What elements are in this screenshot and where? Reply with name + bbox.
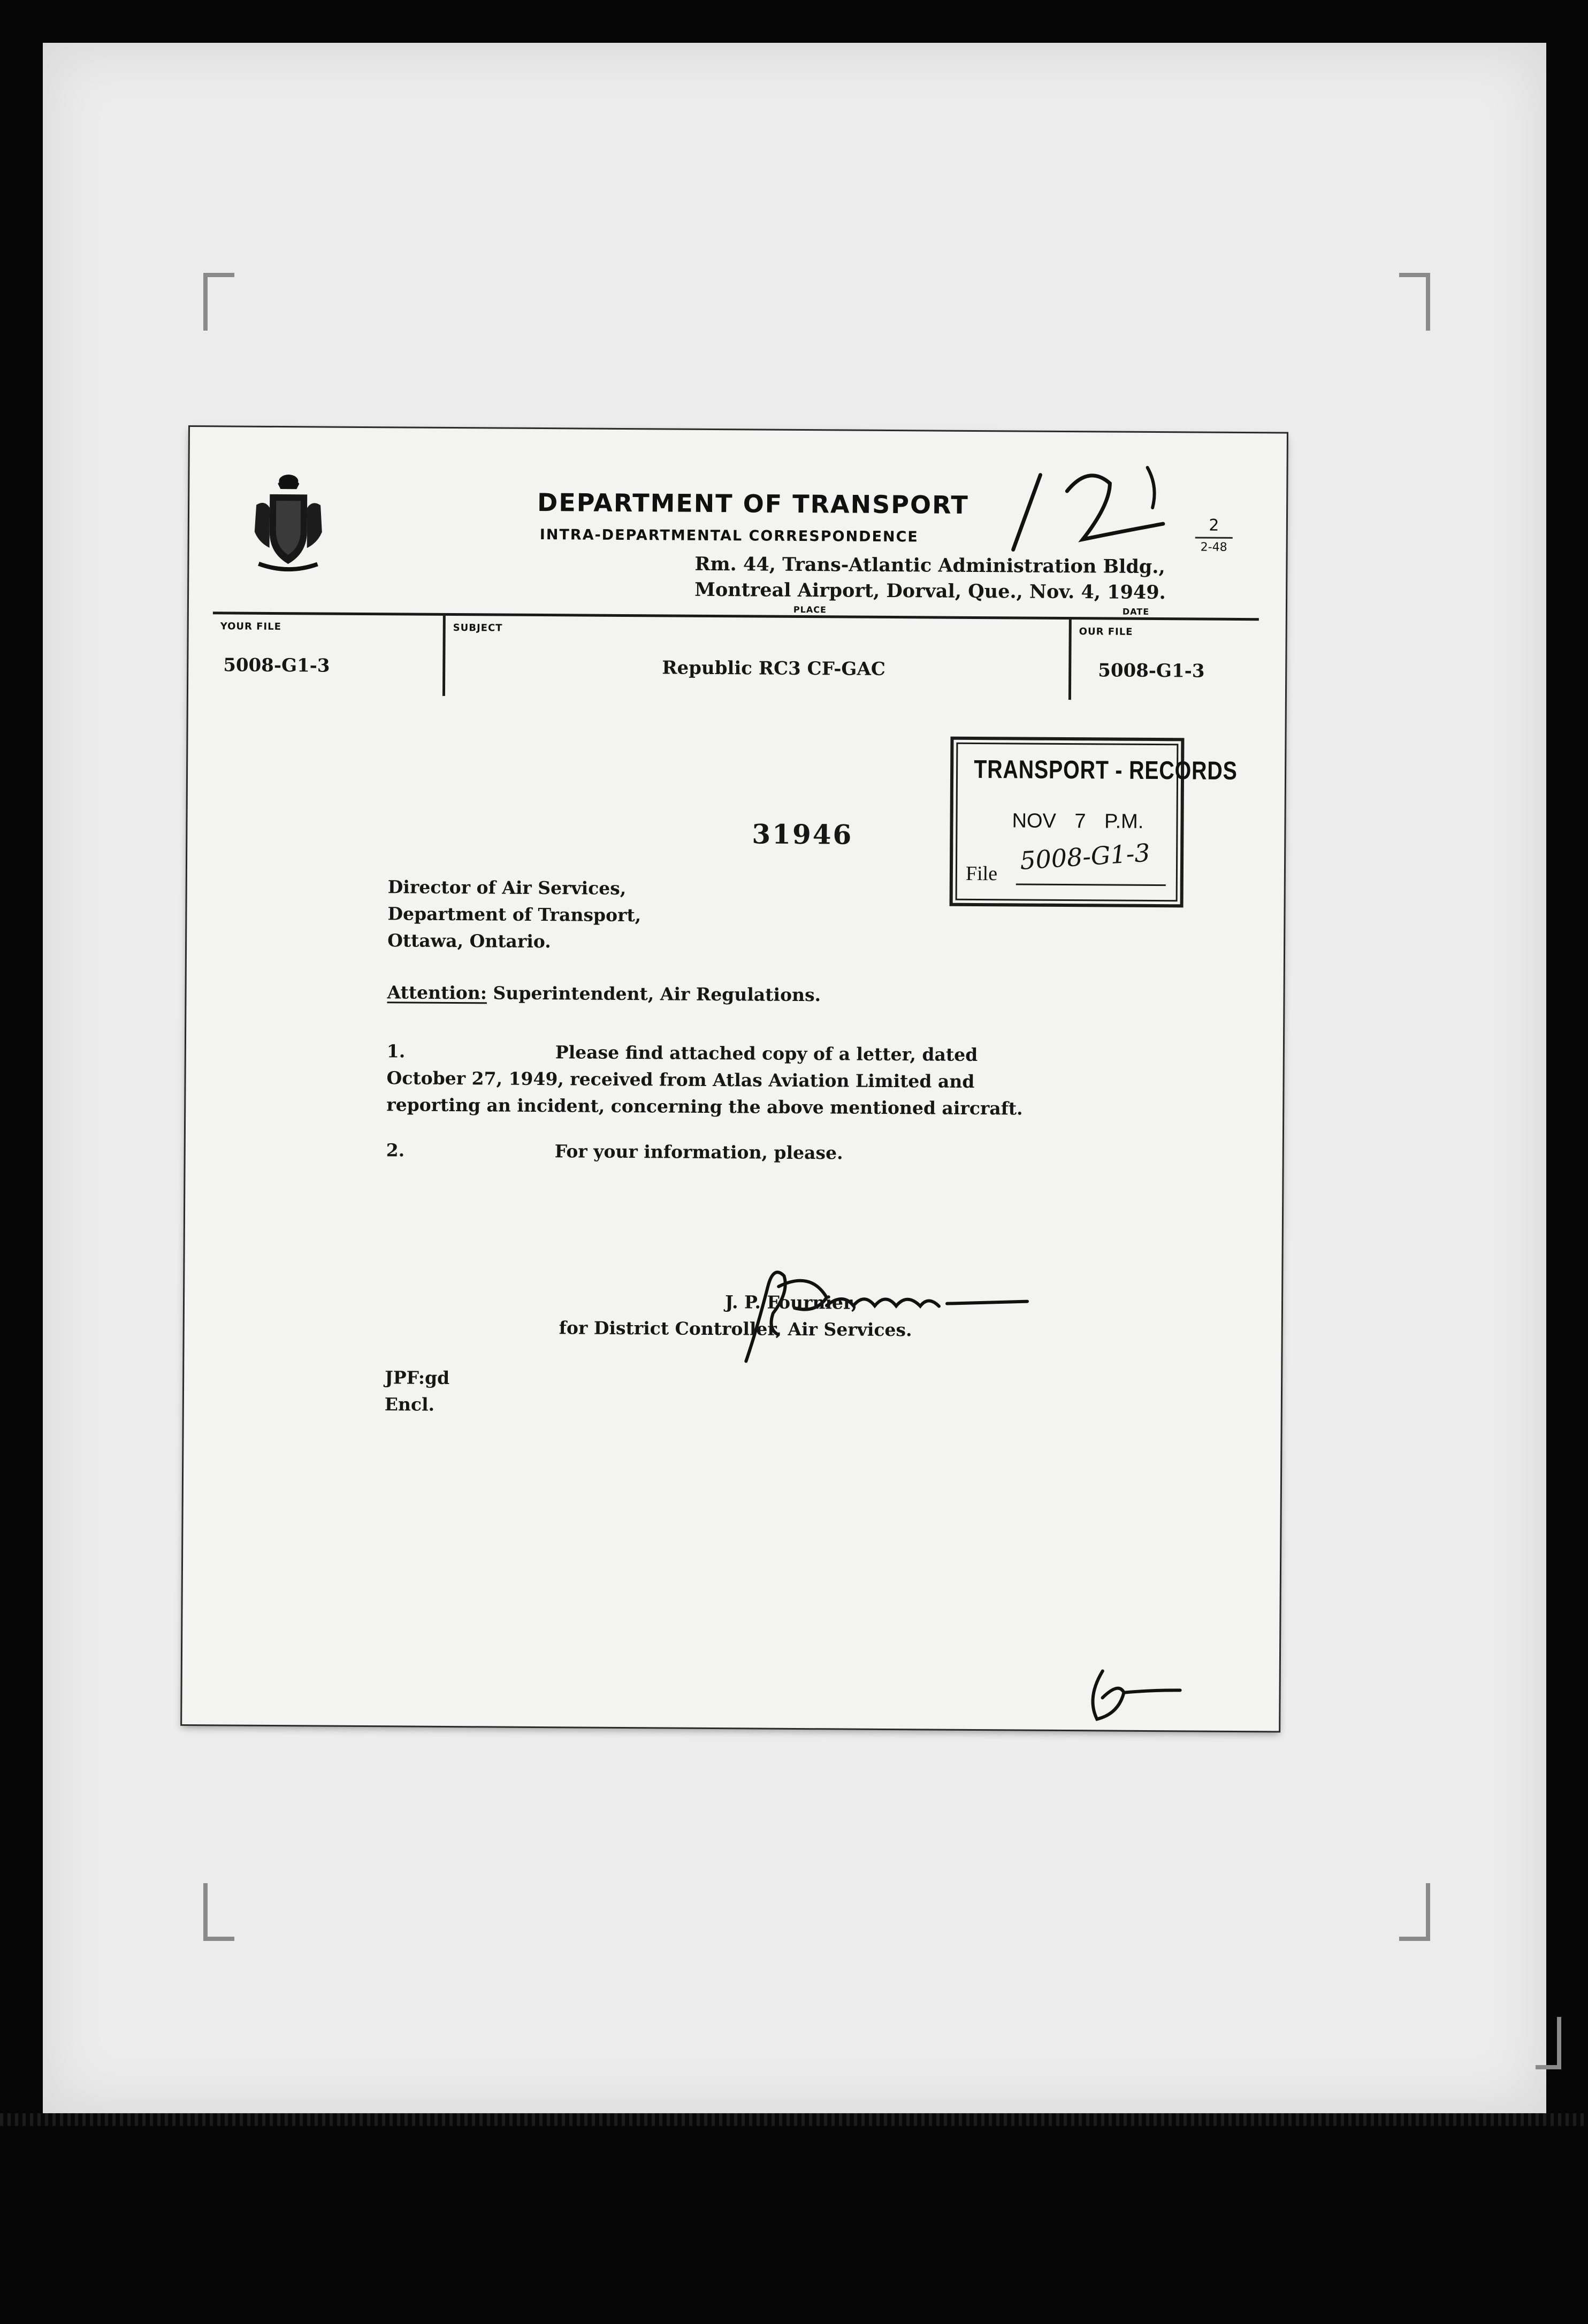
attention-value: Superintendent, Air Regulations.: [486, 982, 821, 1006]
our-file-value: 5008-G1-3: [1098, 660, 1205, 682]
stamp-file-value: 5008-G1-3: [1019, 838, 1151, 875]
stamp-file-label: File: [965, 862, 998, 885]
addressee-department: Department of Transport,: [387, 903, 642, 926]
your-file-cell: [212, 614, 443, 696]
subject-value: Republic RC3 CF-GAC: [662, 657, 885, 680]
stamp-date: NOV 7 P.M.: [1012, 809, 1144, 833]
crop-mark-edge: [1536, 2017, 1561, 2069]
addressee-city: Ottawa, Ontario.: [387, 930, 551, 952]
paragraph-2-line-1: For your information, please.: [554, 1141, 843, 1164]
crop-mark-top-right: [1399, 273, 1430, 331]
stamp-title: TRANSPORT - RECORDS: [974, 755, 1238, 785]
signatory-title: for District Controller, Air Services.: [559, 1317, 912, 1341]
paragraph-1-number: 1.: [386, 1041, 406, 1062]
form-number-value: 2: [1209, 516, 1219, 535]
subject-label: SUBJECT: [453, 622, 503, 634]
signatory-name: J. P. Fournier,: [724, 1291, 858, 1313]
your-file-label: YOUR FILE: [220, 621, 281, 633]
our-file-cell: [1068, 620, 1262, 701]
paragraph-1-line-2: October 27, 1949, received from Atlas Aviation Limited and: [386, 1067, 975, 1092]
department-title: DEPARTMENT OF TRANSPORT: [537, 487, 969, 519]
crop-mark-bottom-left: [203, 1883, 234, 1941]
records-stamp: [950, 737, 1238, 908]
your-file-value: 5008-G1-3: [223, 654, 330, 677]
enclosure-note: Encl.: [384, 1394, 435, 1415]
origin-address-line1: Rm. 44, Trans-Atlantic Administration Bldg.,: [694, 553, 1165, 578]
paragraph-1-line-3: reporting an incident, concerning the above mentioned aircraft.: [386, 1094, 1023, 1119]
file-number: 31946: [752, 818, 853, 851]
coat-of-arms-icon: [248, 468, 329, 575]
typist-initials: JPF:gd: [385, 1367, 450, 1388]
film-edge-strip: [0, 2113, 1588, 2126]
paragraph-2-number: 2.: [386, 1140, 405, 1161]
handwritten-signature: [735, 1254, 1035, 1373]
attention-label: Attention:: [387, 982, 487, 1004]
microfilm-frame: [43, 43, 1546, 2113]
origin-address-line2: Montreal Airport, Dorval, Que., Nov. 4, 1949.: [694, 578, 1166, 604]
stamp-file-line: [1016, 883, 1166, 886]
addressee-name: Director of Air Services,: [387, 876, 627, 899]
file-reference-table: [212, 611, 1259, 706]
attention-line: [387, 982, 821, 1005]
paragraph-1-line-1: Please find attached copy of a letter, dated: [555, 1042, 978, 1066]
form-number: [1195, 516, 1233, 554]
handwritten-corner-mark: [1081, 1660, 1188, 1725]
handwritten-number-mark: [1003, 453, 1180, 556]
form-number-rule: [1195, 537, 1233, 538]
crop-mark-bottom-right: [1399, 1883, 1430, 1941]
date-caption: DATE: [1122, 606, 1150, 617]
place-caption: PLACE: [793, 604, 827, 615]
memo-sheet: [182, 427, 1287, 1731]
correspondence-subtitle: INTRA-DEPARTMENTAL CORRESPONDENCE: [539, 526, 919, 546]
subject-cell: [442, 616, 1072, 700]
our-file-label: OUR FILE: [1079, 626, 1133, 638]
form-number-date: 2-48: [1200, 540, 1227, 554]
crop-mark-top-left: [203, 273, 234, 331]
